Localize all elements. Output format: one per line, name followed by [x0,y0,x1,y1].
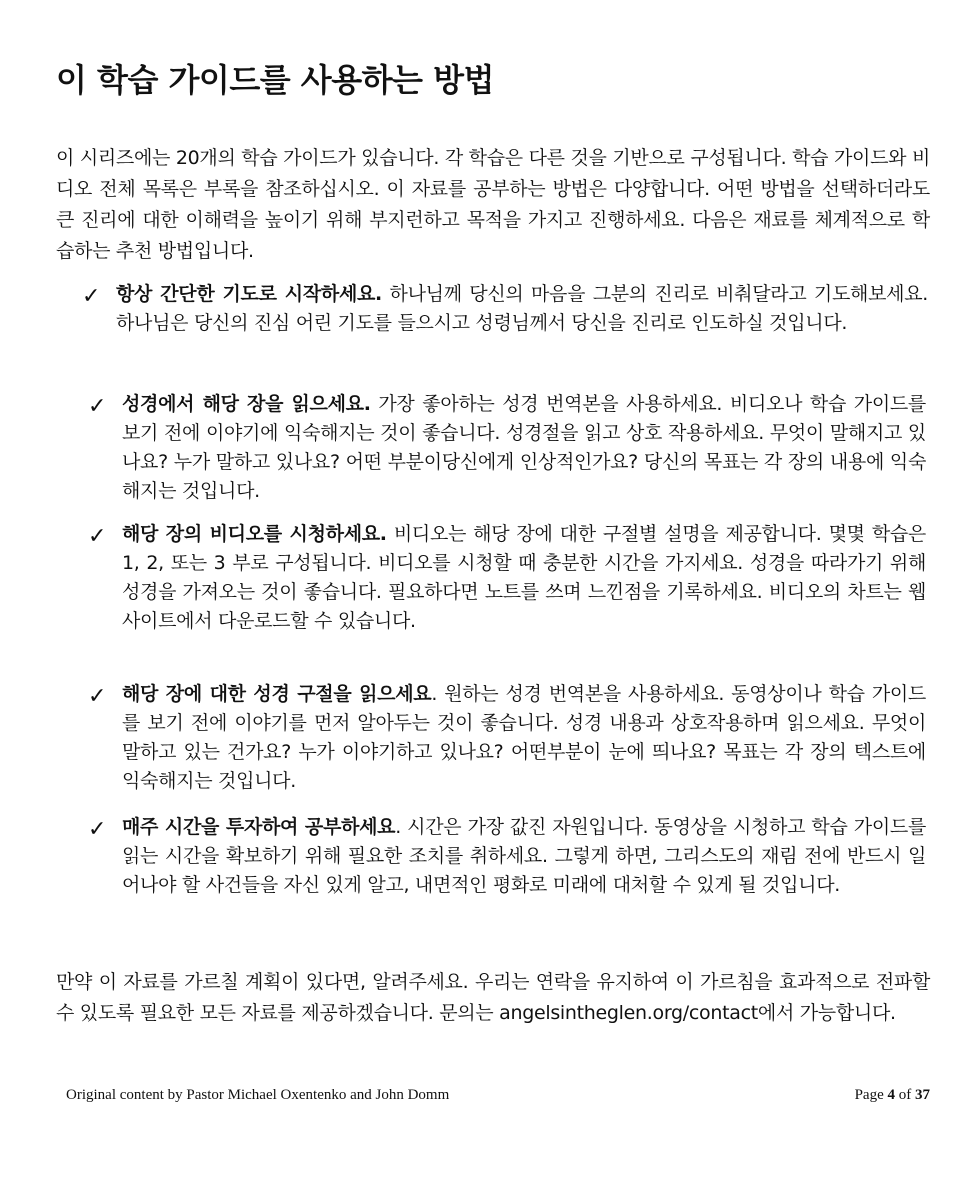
closing-paragraph: 만약 이 자료를 가르칠 계획이 있다면, 알려주세요. 우리는 연락을 유지하여 이 가르침을 효과적으로 전파할 수 있도록 필요한 모든 자료를 제공하겠습니다. 문의는 angelsintheglen.org/contact에서 가능합니다. [56,971,930,1024]
checklist-item-body: 비디오는 해당 장에 대한 구절별 설명을 제공합니다. 몇몇 학습은 1, 2, 또는 3 부로 구성됩니다. 비디오를 시청할 때 충분한 시간을 가지세요. 성경을 따라가기 위해 성경을 가져오는 것이 좋습니다. 필요하다면 노트를 쓰며 느낀점을 기록하세요. 비디오의 차트는 웹사이트에서 다운로드할 수 있습니다. [122,523,926,632]
checklist-item-body: 하나님께 당신의 마음을 그분의 진리로 비춰달라고 기도해보세요. 하나님은 당신의 진심 어린 기도를 들으시고 성령님께서 당신을 진리로 인도하실 것입니다. [116,283,928,334]
page-prefix: Page [854,1087,888,1103]
checklist-item-heading: 성경에서 해당 장을 읽으세요. [122,393,371,415]
checklist-item-body: 가장 좋아하는 성경 번역본을 사용하세요. 비디오나 학습 가이드를 보기 전에 이야기에 익숙해지는 것이 좋습니다. 성경절을 읽고 상호 작용하세요. 무엇이 말해지고 있나요? 누가 말하고 있나요? 어떤 부분이당신에게 인상적인가요? 당신의 목표는 각 장의 내용에 익숙해지는 것입니다. [122,393,926,502]
checkmark-icon: ✓ [88,817,107,842]
checklist-item-heading: 매주 시간을 투자하여 공부하세요 [122,816,396,838]
checklist-item-body: . 원하는 성경 번역본을 사용하세요. 동영상이나 학습 가이드를 보기 전에 이야기를 먼저 알아두는 것이 좋습니다. 성경 내용과 상호작용하며 읽으세요. 무엇이 말하고 있는 건가요? 누가 이야기하고 있나요? 어떤부분이 눈에 띄나요? 목표는 각 장의 텍스트에 익숙해지는 것입니다. [122,683,926,792]
checklist-item-text [116,280,928,338]
checkmark-icon: ✓ [88,524,107,549]
checklist-item-heading: 해당 장의 비디오를 시청하세요. [122,523,387,545]
checklist-item-text [122,520,926,636]
page-title: 이 학습 가이드를 사용하는 방법 [56,61,494,99]
page-current: 4 [887,1087,895,1103]
footer-credit: Original content by Pastor Michael Oxentenko and John Domm [66,1087,450,1103]
checklist-item-heading: 항상 간단한 기도로 시작하세요. [116,283,382,305]
checklist-item-heading: 해당 장에 대한 성경 구절을 읽으세요 [122,683,432,705]
checklist-item-text [122,680,926,796]
checkmark-icon: ✓ [82,284,101,309]
page-of: of [895,1087,915,1103]
page-total: 37 [915,1087,930,1103]
checkmark-icon: ✓ [88,394,107,419]
checklist-item-text [122,390,926,506]
checkmark-icon: ✓ [88,684,107,709]
page-number [855,1085,930,1105]
checklist-item-text [122,813,926,900]
intro-paragraph: 이 시리즈에는 20개의 학습 가이드가 있습니다. 각 학습은 다른 것을 기반으로 구성됩니다. 학습 가이드와 비디오 전체 목록은 부록을 참조하십시오. 이 자료를 공부하는 방법은 다양합니다. 어떤 방법을 선택하더라도 큰 진리에 대한 이해력을 높이기 위해 부지런하고 목적을 가지고 진행하세요. 다음은 재료를 체계적으로 학습하는 추천 방법입니다. [56,147,930,262]
checklist-item-body: . 시간은 가장 값진 자원입니다. 동영상을 시청하고 학습 가이드를 읽는 시간을 확보하기 위해 필요한 조치를 취하세요. 그렇게 하면, 그리스도의 재림 전에 반드시 일어나야 할 사건들을 자신 있게 알고, 내면적인 평화로 미래에 대처할 수 있게 될 것입니다. [122,816,926,896]
